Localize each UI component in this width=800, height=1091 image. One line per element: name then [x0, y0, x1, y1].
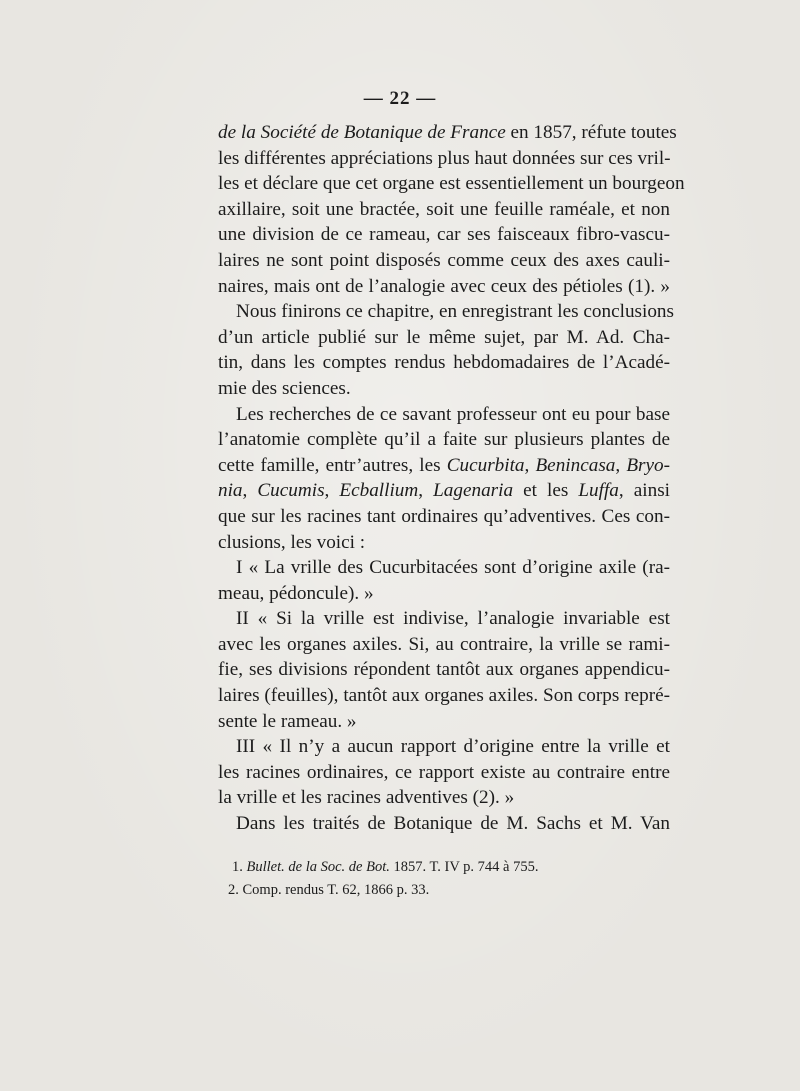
- text-line: meau, pédoncule). »: [218, 582, 374, 604]
- footnote: 2. Comp. rendus T. 62, 1866 p. 33.: [228, 882, 430, 898]
- text-line: III « Il n’y a aucun rapport d’origine entre la vrille et: [236, 736, 670, 758]
- text-line: cette famille, entr’autres, les Cucurbita, Benincasa, Bryo-: [218, 454, 670, 476]
- footnote: 1. Bullet. de la Soc. de Bot. 1857. T. IV p. 744 à 755.: [232, 859, 539, 875]
- text-line: une division de ce rameau, car ses faisceaux fibro-vascu-: [218, 224, 670, 246]
- text-line: II « Si la vrille est indivise, l’analogie invariable est: [236, 608, 670, 630]
- text-line: Nous finirons ce chapitre, en enregistrant les conclusions: [236, 301, 674, 323]
- text-line: tin, dans les comptes rendus hebdomadaires de l’Acadé-: [218, 352, 670, 374]
- text-line: naires, mais ont de l’analogie avec ceux des pétioles (1). »: [218, 275, 670, 297]
- text-line: mie des sciences.: [218, 377, 351, 399]
- text-line: la vrille et les racines adventives (2). »: [218, 787, 515, 809]
- text-line: les racines ordinaires, ce rapport existe au contraire entre: [218, 761, 670, 783]
- text-line: d’un article publié sur le même sujet, par M. Ad. Cha-: [218, 326, 670, 348]
- text-line: que sur les racines tant ordinaires qu’adventives. Ces con-: [218, 505, 670, 527]
- text-line: l’anatomie complète qu’il a faite sur plusieurs plantes de: [218, 429, 670, 451]
- page-number: — 22 —: [363, 88, 437, 109]
- text-line: laires ne sont point disposés comme ceux des axes cauli-: [218, 249, 670, 271]
- text-line: I « La vrille des Cucurbitacées sont d’origine axile (ra-: [236, 557, 670, 579]
- text-line: sente le rameau. »: [218, 710, 357, 732]
- body-text: [218, 120, 685, 837]
- text-line: axillaire, soit une bractée, soit une feuille raméale, et non: [218, 198, 670, 220]
- text-line: laires (feuilles), tantôt aux organes axiles. Son corps repré-: [218, 685, 670, 707]
- footnotes: [218, 856, 670, 902]
- text-line: avec les organes axiles. Si, au contraire, la vrille se rami-: [218, 633, 670, 655]
- text-line: Dans les traités de Botanique de M. Sachs et M. Van: [236, 813, 670, 835]
- text-line: les et déclare que cet organe est essentiellement un bourgeon: [218, 173, 685, 195]
- text-line: fie, ses divisions répondent tantôt aux organes appendicu-: [218, 659, 670, 681]
- text-line: nia, Cucumis, Ecballium, Lagenaria et les Luffa, ainsi: [218, 480, 670, 502]
- text-line: de la Société de Botanique de France en 1857, réfute toutes: [218, 122, 677, 143]
- text-line: les différentes appréciations plus haut données sur ces vril-: [218, 147, 671, 169]
- text-line: clusions, les voici :: [218, 531, 366, 553]
- text-line: Les recherches de ce savant professeur ont eu pour base: [236, 403, 670, 425]
